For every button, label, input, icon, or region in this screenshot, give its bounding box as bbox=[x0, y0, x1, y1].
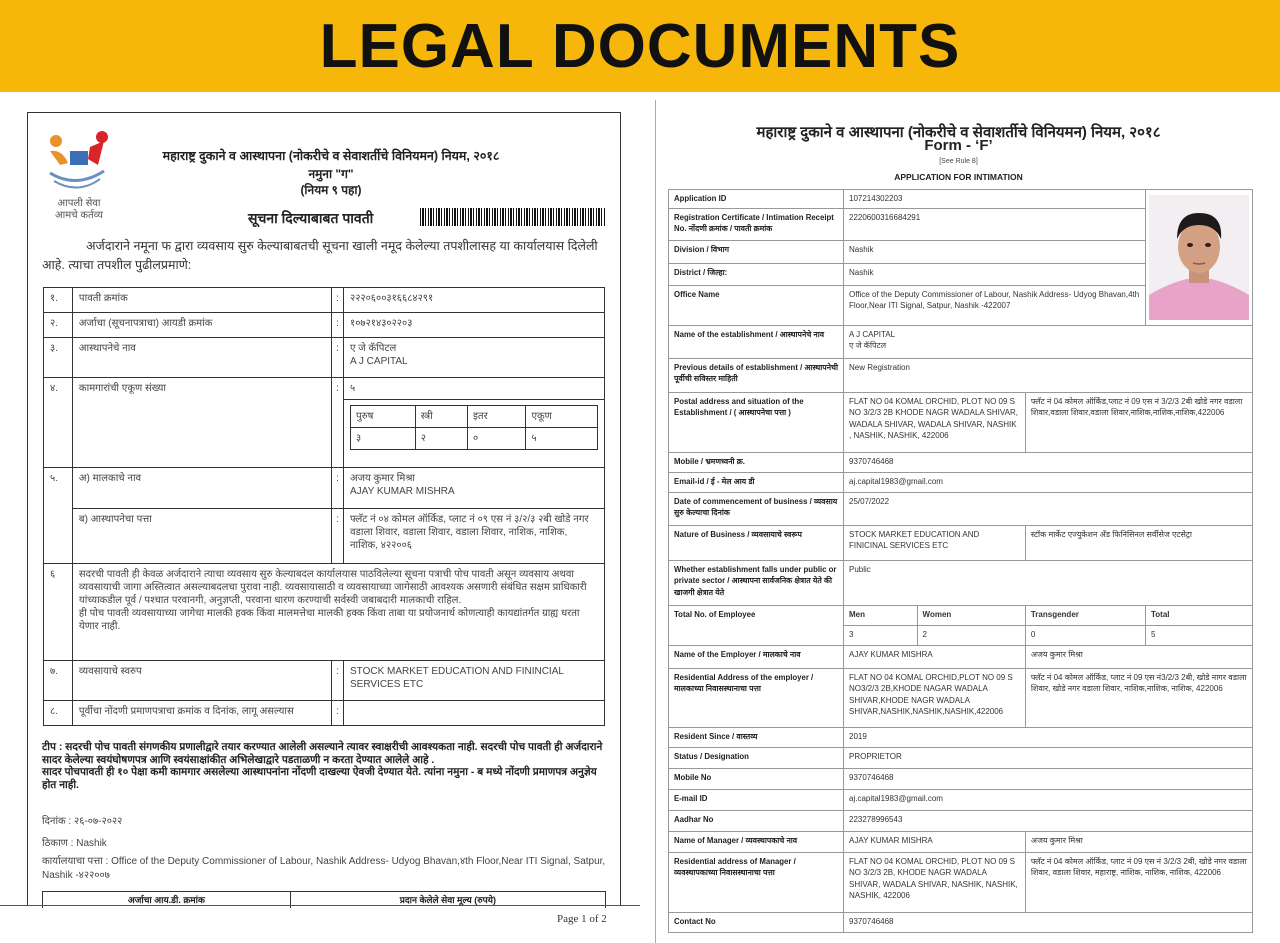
form-name: Form - ‘F’ bbox=[924, 137, 993, 154]
table-cell: Postal address and situation of the Establishment / ( आस्थापनेचा पत्ता ) bbox=[669, 392, 844, 452]
receipt-heading: सूचना दिल्याबाबत पावती bbox=[248, 210, 374, 226]
table-row bbox=[669, 852, 1253, 912]
table-row bbox=[669, 810, 1253, 831]
table-cell: 2220600316684291 bbox=[844, 208, 1146, 240]
fee-table: अर्जाचा आय.डी. क्रमांक प्रदान केलेले सेवा मूल्य (रुपये) bbox=[42, 891, 606, 908]
table-cell: AJAY KUMAR MISHRA bbox=[844, 831, 1026, 852]
table-cell: FLAT NO 04 KOMAL ORCHID,PLOT NO 09 S NO3/2/3 2B,KHODE NAGAR WADALA SHIVAR,KHODE NAGR WADALA SHIVAR,NASHIK,NASHIK,NASHIK,422006 bbox=[844, 668, 1026, 727]
form-f-application-document bbox=[655, 100, 1260, 943]
table-cell: 223278996543 bbox=[844, 810, 1253, 831]
aaple-sarkar-logo bbox=[46, 129, 112, 219]
table-cell: Nature of Business / व्यवसायाचे स्वरूप bbox=[669, 525, 844, 560]
employee-count-row bbox=[669, 605, 1253, 625]
table-row: २. अर्जाचा (सूचनापत्राचा) आयडी क्रमांक : १०७२१४३०२२०३ bbox=[44, 313, 605, 338]
table-row bbox=[669, 831, 1253, 852]
table-row bbox=[669, 492, 1253, 525]
table-cell: Women bbox=[917, 605, 1025, 625]
table-cell: New Registration bbox=[844, 358, 1253, 392]
table-cell: 107214302203 bbox=[844, 190, 1146, 209]
table-cell: 25/07/2022 bbox=[844, 492, 1253, 525]
table-row: ८. पूर्वीचा नोंदणी प्रमाणपत्राचा क्रमांक व दिनांक, लागू असल्यास : bbox=[44, 701, 605, 726]
table-cell: Mobile / भ्रमणध्वनी क्र. bbox=[669, 452, 844, 472]
table-cell: Resident Since / वास्तव्य bbox=[669, 727, 844, 747]
place: ठिकाण : Nashik bbox=[42, 838, 107, 849]
table-cell: FLAT NO 04 KOMAL ORCHID, PLOT NO 09 S NO 3/2/3 2B, KHODE NAGR WADALA SHIVAR, WADALA SHIVAR, NASHIK, NASHIK, NASHIK, 422006 bbox=[844, 852, 1026, 912]
office-address: कार्यालयाचा पत्ता : Office of the Deputy Commissioner of Labour, Nashik Address- Udyog Bhavan,४th Floor,Near ITI Signal, Satpur, Nashik -४२२००७ bbox=[42, 856, 606, 881]
divider bbox=[0, 905, 640, 906]
table-cell: 9370746468 bbox=[844, 452, 1253, 472]
table-row bbox=[669, 912, 1253, 932]
document-title: महाराष्ट्र दुकाने व आस्थापना (नोकरीचे व सेवाशर्तीचे विनियमन) नियम, २०१८ bbox=[162, 149, 500, 163]
table-cell: Name of the establishment / आस्थापनेचे नाव bbox=[669, 325, 844, 358]
date: दिनांक : २६-०७-२०२२ bbox=[42, 816, 123, 827]
table-cell: STOCK MARKET EDUCATION AND FINICINAL SERVICES ETC bbox=[844, 525, 1026, 560]
table-cell: aj.capital1983@gmail.com bbox=[844, 789, 1253, 810]
table-cell: AJAY KUMAR MISHRA bbox=[844, 645, 1026, 668]
table-cell: A J CAPITAL ए जे कॅपिटल bbox=[844, 325, 1253, 358]
table-cell: Status / Designation bbox=[669, 747, 844, 768]
table-cell: Application ID bbox=[669, 190, 844, 209]
table-row: ३. आस्थापनेचे नाव : ए जे कॅपिटल A J CAPITAL bbox=[44, 338, 605, 378]
table-row bbox=[669, 560, 1253, 605]
table-cell: Email-id / ई - मेल आय डी bbox=[669, 472, 844, 492]
table-cell: 0 bbox=[1025, 625, 1145, 645]
logo-tagline: आपली सेवा आमचे कर्तव्य bbox=[55, 198, 103, 221]
intro-paragraph: अर्जदाराने नमूना फ द्वारा व्यवसाय सुरु केल्याबाबतची सूचना खाली नमूद केलेल्या तपशीलासह या कार्यालयास दिलेली आहे. त्याचा तपशील पुढीलप्रमाणे: bbox=[42, 239, 598, 272]
rule-reference: [See Rule 8] bbox=[939, 158, 978, 165]
table-cell: PROPRIETOR bbox=[844, 747, 1253, 768]
table-row: ५. अ) मालकाचे नाव : अजय कुमार मिश्रा AJAY KUMAR MISHRA bbox=[44, 468, 605, 509]
note: टीप : सदरची पोच पावती संगणकीय प्रणालीद्वारे तयार करण्यात आलेली असल्याने त्यावर स्वाक्षरीची आवश्यकता नाही. सदरची पोच पावती ही अर्जदाराने सादर केलेल्या स्वयंघोषणपत्र आणि स्वयंसाक्षांकीत अभिलेखाद्वारे पडताळणी न करता देण्यात आलेले आहे . सादर पोचपावती ही १० पेक्षा कमी कामगार असलेल्या आस्थापनांना नोंदणी दाखल्या ऐवजी देण्यात येते. त्यांना नमुना - ब मध्ये नोंदणी प्रमाणपत्र अनुज्ञेय होत नाही. bbox=[42, 741, 603, 791]
table-cell: Nashik bbox=[844, 263, 1146, 285]
table-row bbox=[669, 768, 1253, 789]
table-cell: Nashik bbox=[844, 240, 1146, 263]
table-cell: Public bbox=[844, 560, 1253, 605]
table-row bbox=[669, 472, 1253, 492]
table-cell: फ्लॅट नं 04 कोमल ऑर्किड, प्लाट नं 09 एस नं 3/2/3 2बी, खोडे नगर वडाला शिवार, वडाला शिवार, महाराष्ट्र, नाशिक, नाशिक, नाशिक, 422006 bbox=[1025, 852, 1252, 912]
table-row bbox=[669, 452, 1253, 472]
table-cell: FLAT NO 04 KOMAL ORCHID, PLOT NO 09 S NO 3/2/3 2B KHODE NAGR WADALA SHIVAR, WADALA SHIVAR, WADALA SHIVAR, NASHIK , NASHIK, NASHIK, 422006 bbox=[844, 392, 1026, 452]
table-cell: Transgender bbox=[1025, 605, 1145, 625]
application-details-table bbox=[668, 189, 1253, 933]
table-cell: Residential Address of the employer / मालकाच्या निवासस्थानाचा पत्ता bbox=[669, 668, 844, 727]
table-cell: Name of Manager / व्यवस्थापकाचे नाव bbox=[669, 831, 844, 852]
intimation-receipt-document bbox=[27, 112, 621, 906]
table-cell: Total No. of Employee bbox=[669, 605, 844, 645]
table-cell: Previous details of establishment / आस्थापनेची पूर्वीची सविस्तर माहिती bbox=[669, 358, 844, 392]
table-cell: Registration Certificate / Intimation Receipt No. नोंदणी क्रमांक / पावती क्रमांक bbox=[669, 208, 844, 240]
table-cell: स्टॉक मार्केट एज्युकेशन अँड फिनिसिनल सर्वीसेज एटसेट्रा bbox=[1025, 525, 1252, 560]
table-cell: Name of the Employer / मालकाचे नाव bbox=[669, 645, 844, 668]
applicant-photo bbox=[1146, 190, 1253, 326]
table-cell: E-mail ID bbox=[669, 789, 844, 810]
table-cell: 5 bbox=[1146, 625, 1253, 645]
table-cell: 9370746468 bbox=[844, 768, 1253, 789]
table-cell: 9370746468 bbox=[844, 912, 1253, 932]
table-cell: 2 bbox=[917, 625, 1025, 645]
table-cell: 2019 bbox=[844, 727, 1253, 747]
table-cell: Office of the Deputy Commissioner of Labour, Nashik Address- Udyog Bhavan,4th Floor,Near ITI Signal, Satpur, Nashik -422007 bbox=[844, 285, 1146, 325]
banner-title: LEGAL DOCUMENTS bbox=[319, 11, 961, 81]
table-cell: Division / विभाग bbox=[669, 240, 844, 263]
table-cell: 3 bbox=[844, 625, 918, 645]
table-row: १. पावती क्रमांक : २२२०६००३१६६८४२९१ bbox=[44, 288, 605, 313]
table-row bbox=[669, 392, 1253, 452]
table-cell: फ्लॅट नं 04 कोमल ऑर्किड,प्लाट नं 09 एस नं 3/2/3 2बी खोडे नगर वडाला शिवार,वडाला शिवार,वडाला शिवार,नाशिक,नाशिक,नाशिक,422006 bbox=[1025, 392, 1252, 452]
table-cell: aj.capital1983@gmail.com bbox=[844, 472, 1253, 492]
table-row bbox=[669, 525, 1253, 560]
table-cell: Contact No bbox=[669, 912, 844, 932]
table-cell: Mobile No bbox=[669, 768, 844, 789]
table-row: ब) आस्थापनेचा पत्ता : फ्लॅट नं ०४ कोमल ऑर्किड, प्लाट नं ०९ एस नं ३/२/३ २बी खोडे नगर वडाला शिवार, वडाला शिवार, वडाला शिवार, नाशिक, नाशिक, नाशिक, ४२२००६ bbox=[44, 509, 605, 564]
table-cell: Residential address of Manager / व्यवस्थापकाच्या निवासस्थानाचा पत्ता bbox=[669, 852, 844, 912]
table-cell: Total bbox=[1146, 605, 1253, 625]
table-row bbox=[669, 668, 1253, 727]
receipt-details-table bbox=[43, 287, 605, 726]
page-number: Page 1 of 2 bbox=[557, 913, 607, 925]
table-row bbox=[669, 325, 1253, 358]
table-row: ६ सदरची पावती ही केवळ अर्जदाराने त्याचा व्यवसाय सुरु केल्याबदल कार्यालयास पाठविलेल्या सूचना पत्राची पोच पावती असून व्यवसाय अथवा व्यवसायाची जागा अस्तित्वात असल्याबदलचा पुरावा नाही. व्यवसायासाठी व व्यवसायाच्या जागेसाठी आवश्यक असणारी संबंधित सक्षम प्राधिकारी यांच्याकडील पूर्व / पश्चात परवानगी, अनुज्ञप्ती, परवाना धारण करण्याची सर्वस्वी जबाबदारी मालकाची राहिल. ही पोच पावती व्यवसायाच्या जागेचा मालकी हक्क किंवा मालमत्तेचा मालकी हक्क किंवा ताबा या प्रयोजनार्थ कोणत्याही कायद्यांतर्गत ग्राह्य धरता येणार नाही. bbox=[44, 564, 605, 661]
table-cell: Date of commencement of business / व्यवसाय सुरु केल्याचा दिनांक bbox=[669, 492, 844, 525]
form-heading: APPLICATION FOR INTIMATION bbox=[894, 172, 1023, 182]
table-row bbox=[669, 190, 1253, 209]
form-name: नमुना "ग" bbox=[308, 167, 354, 181]
document-title: महाराष्ट्र दुकाने व आस्थापना (नोकरीचे व सेवाशर्तीचे विनियमन) नियम, २०१८ bbox=[756, 124, 1161, 141]
table-cell: अजय कुमार मिश्रा bbox=[1025, 831, 1252, 852]
table-row bbox=[669, 727, 1253, 747]
table-cell: फ्लॅट नं 04 कोमल ऑर्किड, प्लाट नं 09 एस नं3/2/3 2बी, खोडे नागर वडाला शिवार, खोडे नगर वडाला शिवार, नाशिक,नाशिक, नाशिक, 422006 bbox=[1025, 668, 1252, 727]
table-cell: District / जिल्हा: bbox=[669, 263, 844, 285]
table-cell: Whether establishment falls under public or private sector / आस्थापना सार्वजनिक क्षेत्रात येते की खाजगी क्षेत्रात येते bbox=[669, 560, 844, 605]
barcode bbox=[420, 208, 605, 226]
table-cell: Aadhar No bbox=[669, 810, 844, 831]
table-row bbox=[669, 747, 1253, 768]
table-row: ४. कामगारांची एकूण संख्या : ५ पुरुष स्त्री इतर एकूण ३ २ ० ५ bbox=[44, 378, 605, 468]
rule-reference: (नियम ९ पहा) bbox=[300, 183, 362, 197]
table-row bbox=[669, 358, 1253, 392]
table-row: ७. व्यवसायाचे स्वरुप : STOCK MARKET EDUCATION AND FININCIAL SERVICES ETC bbox=[44, 661, 605, 701]
banner bbox=[0, 0, 1280, 92]
table-row bbox=[669, 789, 1253, 810]
table-row bbox=[669, 645, 1253, 668]
table-cell: Men bbox=[844, 605, 918, 625]
employee-count-table: पुरुष स्त्री इतर एकूण ३ २ ० ५ bbox=[350, 405, 598, 450]
table-cell: Office Name bbox=[669, 285, 844, 325]
table-cell: अजय कुमार मिश्रा bbox=[1025, 645, 1252, 668]
